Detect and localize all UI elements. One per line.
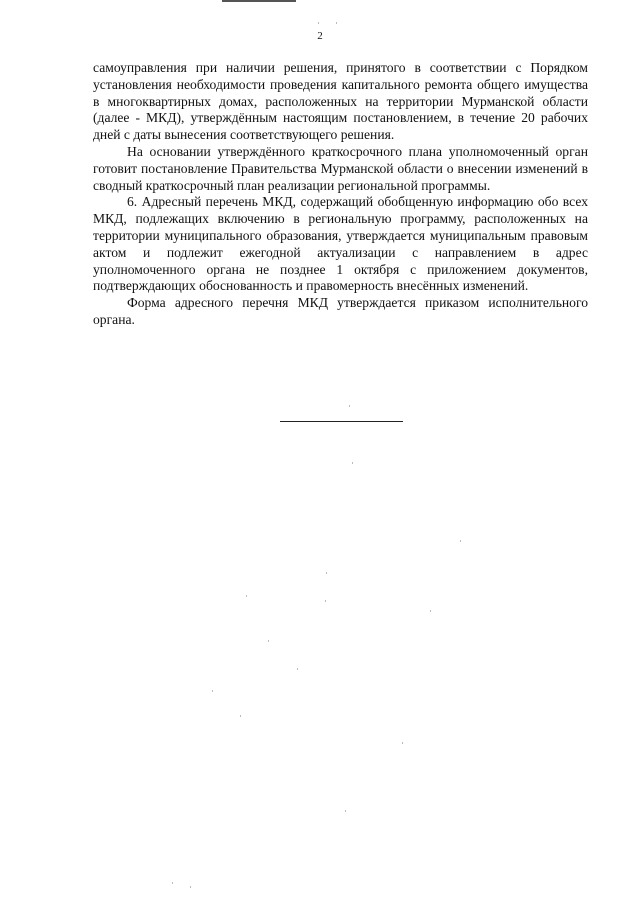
- scan-speck: [402, 742, 403, 744]
- scan-speck: [297, 668, 298, 670]
- closing-divider: [280, 421, 403, 422]
- paragraph-address-list: 6. Адресный перечень МКД, содержащий обобщенную информацию обо всех МКД, подлежащих включению в региональную программу, расположенных на территории муниципального образования, утверждается муниципальным правовым актом и подлежит ежегодной актуализации с направлением в адрес уполномоченного органа не позднее 1 октября с приложением документов, подтверждающих обоснованность и правомерность внесённых изменений.: [93, 194, 588, 294]
- scan-speck: [325, 600, 326, 602]
- scan-speck: [246, 595, 247, 597]
- scan-speck: [190, 886, 191, 888]
- paragraph-short-term-plan: На основании утверждённого краткосрочного плана уполномоченный орган готовит постановление Правительства Мурманской области о внесении изменений в сводный краткосрочный план реализации региональной программы.: [93, 143, 588, 193]
- scan-speck: [318, 22, 319, 24]
- scan-speck: [212, 690, 213, 692]
- scan-speck: [460, 540, 461, 542]
- scan-speck: [268, 640, 269, 642]
- scan-speck: [326, 572, 327, 574]
- scan-speck: [240, 715, 241, 717]
- scan-speck: [345, 810, 346, 812]
- scan-edge-line: [222, 0, 296, 2]
- paragraph-continuation: самоуправления при наличии решения, принятого в соответствии с Порядком установления необходимости проведения капитального ремонта общего имущества в многоквартирных домах, расположенных на территории Мурманской области (далее - МКД), утверждённым настоящим постановлением, в течение 20 рабочих дней с даты вынесения соответствующего решения.: [93, 60, 588, 143]
- scan-speck: [430, 610, 431, 612]
- paragraph-address-list-form: Форма адресного перечня МКД утверждается приказом исполнительного органа.: [93, 295, 588, 327]
- scan-speck: [172, 882, 173, 884]
- scan-speck: [352, 462, 353, 464]
- scan-speck: [349, 405, 350, 407]
- page-number: 2: [317, 30, 323, 42]
- document-body: [93, 60, 588, 329]
- scan-speck: [336, 22, 337, 24]
